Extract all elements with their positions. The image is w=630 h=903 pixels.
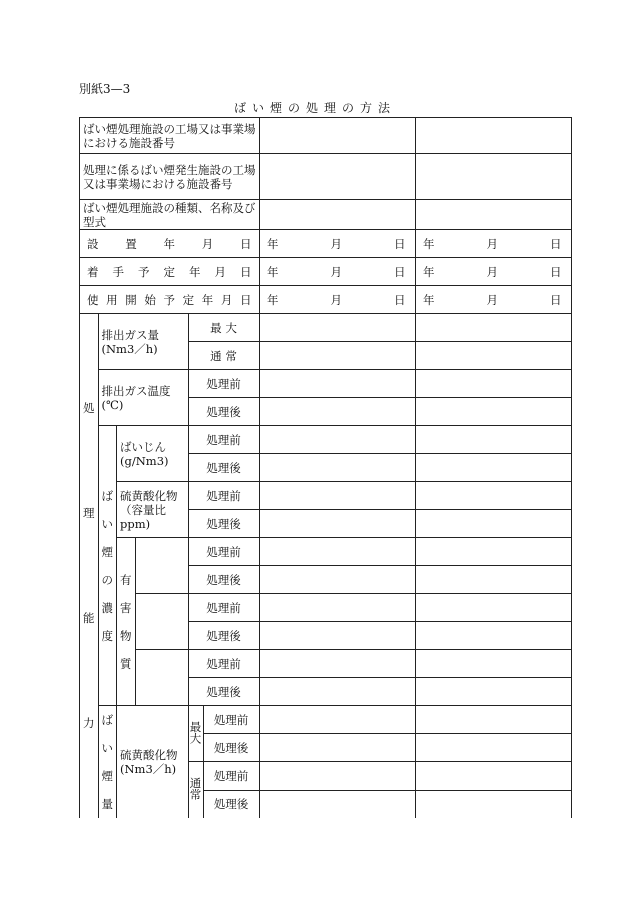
smoke-max-after-2[interactable]	[415, 734, 571, 762]
generating-facility-number-label: 処理に係るばい煙発生施設の工場又は事業場における施設番号	[80, 154, 260, 200]
dust-after-2[interactable]	[415, 454, 571, 482]
harmful-2-after-1[interactable]	[259, 622, 415, 650]
smoke-normal-after-1[interactable]	[259, 790, 415, 818]
harmful-3-before-1[interactable]	[259, 650, 415, 678]
exhaust-temp-label: 排出ガス温度(℃)	[98, 370, 188, 426]
harmful-1-before-1[interactable]	[259, 538, 415, 566]
facility-number-label: ばい煙処理施設の工場又は事業場における施設番号	[80, 118, 260, 154]
exhaust-temp-before-1[interactable]	[259, 370, 415, 398]
smoke-max-before-2[interactable]	[415, 706, 571, 734]
exhaust-volume-normal-2[interactable]	[415, 342, 571, 370]
max-vertical-label: 最大	[188, 706, 203, 762]
installation-date-cell-2[interactable]: 年 月 日	[415, 230, 571, 258]
before-label: 処理前	[188, 482, 259, 510]
start-use-date-cell-1[interactable]: 年 月 日	[259, 286, 415, 314]
smoke-normal-after-2[interactable]	[415, 790, 571, 818]
installation-date-cell-1[interactable]: 年 月 日	[259, 230, 415, 258]
generating-facility-cell-2[interactable]	[415, 154, 571, 200]
harmful-3-after-2[interactable]	[415, 678, 571, 706]
harmful-3-after-1[interactable]	[259, 678, 415, 706]
type-name-label: ばい煙処理施設の種類、名称及び型式	[80, 200, 260, 230]
harmful-1-before-2[interactable]	[415, 538, 571, 566]
harmful-substance-name-2[interactable]	[135, 594, 188, 650]
normal-vertical-label: 通常	[188, 762, 203, 819]
doc-code: 別紙3—3	[79, 82, 131, 96]
type-name-cell-2[interactable]	[415, 200, 571, 230]
start-work-date-label: 着 手 予 定 年 月 日	[80, 258, 260, 286]
before-label: 処理前	[203, 762, 259, 791]
smoke-max-before-1[interactable]	[259, 706, 415, 734]
after-label: 処理後	[188, 398, 259, 426]
dust-before-1[interactable]	[259, 426, 415, 454]
smoke-max-after-1[interactable]	[259, 734, 415, 762]
before-label: 処理前	[188, 594, 259, 622]
harmful-substance-name-3[interactable]	[135, 650, 188, 706]
harmful-2-after-2[interactable]	[415, 622, 571, 650]
exhaust-volume-max-2[interactable]	[415, 314, 571, 342]
installation-date-label: 設 置 年 月 日	[80, 230, 260, 258]
harmful-3-before-2[interactable]	[415, 650, 571, 678]
start-use-date-cell-2[interactable]: 年 月 日	[415, 286, 571, 314]
sox-ppm-before-1[interactable]	[259, 482, 415, 510]
exhaust-volume-label: 排出ガス量(Nm3／h)	[98, 314, 188, 370]
after-label: 処理後	[188, 566, 259, 594]
start-work-date-cell-2[interactable]: 年 月 日	[415, 258, 571, 286]
sox-ppm-before-2[interactable]	[415, 482, 571, 510]
sox-nm3h-label: 硫黄酸化物(Nm3／h)	[117, 706, 189, 819]
max-label: 最 大	[188, 314, 259, 342]
start-work-date-cell-1[interactable]: 年 月 日	[259, 258, 415, 286]
after-label: 処理後	[188, 678, 259, 706]
before-label: 処理前	[188, 538, 259, 566]
exhaust-volume-max-1[interactable]	[259, 314, 415, 342]
type-name-cell-1[interactable]	[259, 200, 415, 230]
exhaust-volume-normal-1[interactable]	[259, 342, 415, 370]
exhaust-temp-after-2[interactable]	[415, 398, 571, 426]
harmful-substance-name-1[interactable]	[135, 538, 188, 594]
harmful-1-after-1[interactable]	[259, 566, 415, 594]
after-label: 処理後	[203, 734, 259, 762]
exhaust-temp-before-2[interactable]	[415, 370, 571, 398]
form-table	[79, 117, 572, 818]
doc-title: ばい煙の処理の方法	[233, 101, 396, 115]
smoke-amount-label: ば い 煙 量	[98, 706, 117, 819]
facility-number-cell-2[interactable]	[415, 118, 571, 154]
harmful-2-before-2[interactable]	[415, 594, 571, 622]
processing-capacity-label: 処 理 能 力	[80, 314, 99, 819]
smoke-concentration-label: ば い 煙 の 濃 度	[98, 426, 117, 706]
smoke-normal-before-2[interactable]	[415, 762, 571, 791]
facility-number-cell-1[interactable]	[259, 118, 415, 154]
after-label: 処理後	[188, 454, 259, 482]
normal-label: 通 常	[188, 342, 259, 370]
after-label: 処理後	[188, 622, 259, 650]
exhaust-temp-after-1[interactable]	[259, 398, 415, 426]
dust-before-2[interactable]	[415, 426, 571, 454]
dust-after-1[interactable]	[259, 454, 415, 482]
after-label: 処理後	[188, 510, 259, 538]
harmful-2-before-1[interactable]	[259, 594, 415, 622]
dust-label: ばいじん(g/Nm3)	[117, 426, 189, 482]
before-label: 処理前	[203, 706, 259, 734]
sox-ppm-label: 硫黄酸化物（容量比ppm)	[117, 482, 189, 538]
before-label: 処理前	[188, 426, 259, 454]
harmful-1-after-2[interactable]	[415, 566, 571, 594]
harmful-substances-label: 有 害 物 質	[117, 538, 136, 706]
before-label: 処理前	[188, 370, 259, 398]
before-label: 処理前	[188, 650, 259, 678]
generating-facility-cell-1[interactable]	[259, 154, 415, 200]
sox-ppm-after-2[interactable]	[415, 510, 571, 538]
smoke-normal-before-1[interactable]	[259, 762, 415, 791]
sox-ppm-after-1[interactable]	[259, 510, 415, 538]
start-use-date-label: 使 用 開 始 予 定 年 月 日	[80, 286, 260, 314]
after-label: 処理後	[203, 790, 259, 818]
